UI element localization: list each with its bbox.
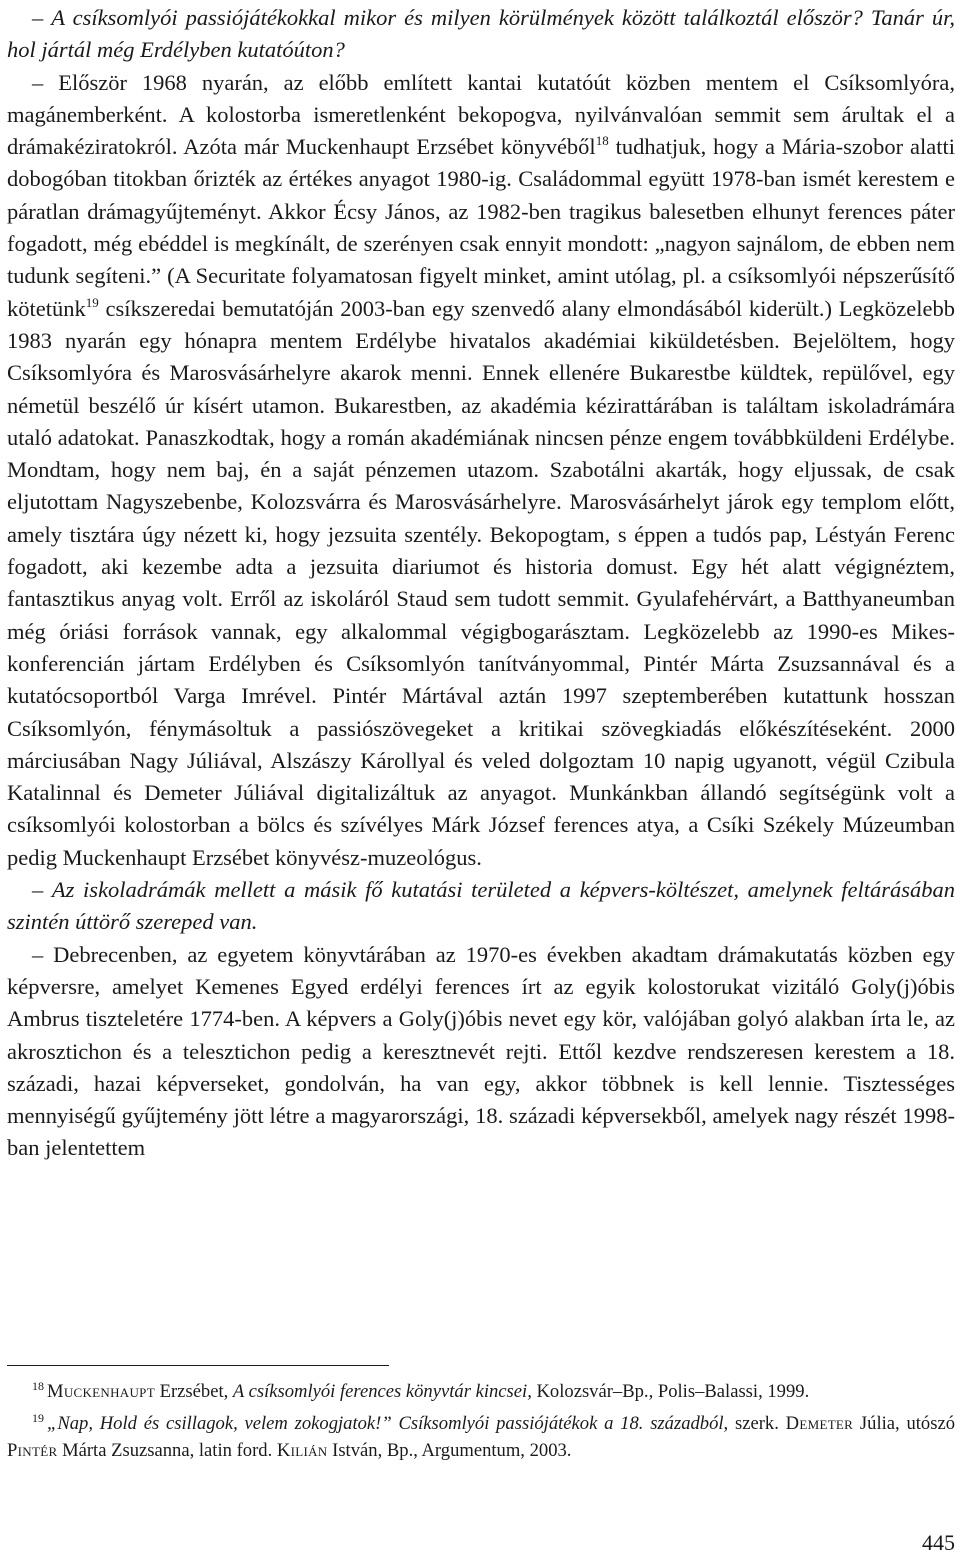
footnote-title: „Nap, Hold és csillagok, velem zokogjatok!” Csíksomlyói passiójátékok a 18. századból, — [47, 1412, 729, 1434]
footnotes — [7, 1378, 955, 1469]
answer-text-1b: tudhatjuk, hogy a Mária-szobor alatti dobogóban titokban őrizték az értékes anyagot 1980-ig. Családommal együtt 1978-ban ismét kerestem e páratlan drámagyűjteményt. Akkor Écsy János, az 1982-ben tragikus balesetben elhunyt ferences páter fogadott, még ebéddel is megkínált, de szerényen csak ennyit mondott: „nagyon sajnálom, de ebben nem tudunk segíteni.” (A Securitate folyamatosan figyelt minket, amint utólag, pl. a csíksomlyói népszerűsítő kötetünk — [7, 134, 955, 321]
footnote-ref-18[interactable]: 18 — [595, 133, 609, 149]
footnote-19 — [7, 1410, 955, 1465]
footnote-text: István, Bp., Argumentum, 2003. — [327, 1440, 572, 1461]
dash: – — [32, 877, 52, 903]
dash: – — [32, 5, 52, 30]
question-text-1: A csíksomlyói passiójátékokkal mikor és milyen körülmények között találkoztál először? Tanár úr, hol jártál még Erdélyben kutatóúton? — [7, 5, 956, 63]
footnote-editor: Demeter — [785, 1412, 854, 1434]
footnote-ref-19[interactable]: 19 — [85, 294, 99, 310]
footnote-text: Júlia, utószó — [853, 1412, 955, 1434]
footnote-separator — [7, 1365, 389, 1366]
answer-paragraph-2 — [7, 939, 955, 1165]
footnote-18 — [7, 1378, 955, 1406]
answer-text-1a: – Először 1968 nyarán, az előbb említett kantai kutatóút közben mentem el Csíksomlyóra, magánemberként. A kolostorba ismeretlenként bekopogva, nyilvánvalóan semmit sem árultak el a drámakéziratokról. Azóta már Muckenhaupt Erzsébet könyvéből — [7, 69, 955, 160]
footnote-author: Muckenhaupt — [47, 1381, 155, 1402]
footnote-text: szerk. — [728, 1412, 786, 1434]
answer-text-1c: csíkszeredai bemutatóján 2003-ban egy szenvedő alany elmondásából kiderült.) Legközelebb 1983 nyarán egy hónapra mentem Erdélybe hivatalos akadémiai kiküldetésben. Bejelöltem, hogy Csíksomlyóra és Marosvásárhelyre akarok menni. Ennek ellenére Bukarestbe küldtek, repülővel, egy németül beszélő úr kísért utamon. Bukarestben, az akadémia kézirattárában is találtam iskoladrámára utaló adatokat. Panaszkodtak, hogy a román akadémiának nincsen pénze engem továbbküldeni Erdélybe. Mondtam, hogy nem baj, én a saját pénzemen utazom. Szabotálni akarták, hogy eljussak, de csak eljutottam Nagyszebenbe, Kolozsvárra és Marosvásárhelyre. Marosvásárhelyt járok egy templom előtt, amely tisztára úgy nézett ki, hogy jezsuita szentély. Bekopogtam, s éppen a tudós pap, Léstyán Ferenc fogadott, aki kezembe adta a jezsuita diariumot és historia domust. Egy hét alatt végignéztem, fantasztikus anyag volt. Erről az iskoláról Staud sem tudott semmit. Gyulafehérvárt, a Batthyaneumban még óriási források vannak, egy alkalommal végigbogarásztam. Legközelebb az 1990-es Mikes-konferencián jártam Erdélyben és Csíksomlyón tanítványommal, Pintér Márta Zsuzsannával és a kutatócsoportból Varga Imrével. Pintér Mártával aztán 1997 szeptemberében kutattunk hosszan Csíksomlyón, fénymásoltuk a passiószövegeket a kritikai szövegkiadás előkészítéseként. 2000 márciusában Nagy Júliával, Alszászy Károllyal és veled dolgoztam 10 napig ugyanott, végül Czibula Katalinnal és Demeter Júliával digitalizáltuk az anyagot. Munkánkban állandó segítségünk volt a csíksomlyói kolostorban a bölcs és szívélyes Márk József ferences atya, a Csíki Székely Múzeumban pedig Muckenhaupt Erzsébet könyvész-muzeológus. — [7, 295, 955, 870]
footnote-number: 19 — [32, 1410, 44, 1425]
question-paragraph-2 — [7, 874, 955, 939]
answer-text-2: – Debrecenben, az egyetem könyvtárában az 1970-es években akadtam drámakutatás közben egy képversre, amelyet Kemenes Egyed erdélyi ferences írt az egyik kolostorukat vizitáló Goly(j)óbis Ambrus tiszteletére 1774-ben. A képvers a Goly(j)óbis nevet egy kör, valójában golyó alakban írta le, az akrosztichon és a telesztichon pedig a keresztnevét rejti. Ettől kezdve rendszeresen kerestem a 18. századi, hazai képverseket, gondolván, ha van egy, akkor többnek is kell lennie. Tisztességes mennyiségű gyűjtemény jött létre a magyarországi, 18. századi képversekből, amelyek nagy részét 1998-ban jelentettem — [7, 941, 955, 1161]
page-number: 445 — [922, 1530, 955, 1555]
footnote-text: Erzsébet, — [154, 1381, 233, 1402]
document-page — [7, 0, 956, 1461]
question-paragraph-1 — [7, 2, 955, 67]
footnote-text: Márta Zsuzsanna, latin ford. — [57, 1440, 277, 1461]
footnote-translator: Kilián — [276, 1440, 328, 1461]
footnote-title: A csíksomlyói ferences könyvtár kincsei, — [232, 1381, 532, 1402]
footnote-text: Kolozsvár–Bp., Polis–Balassi, 1999. — [531, 1381, 810, 1402]
body-text — [7, 0, 955, 1165]
question-text-2: Az iskoladrámák mellett a másik fő kutatási területed a képvers-költészet, amelynek feltárásában szintén úttörő szereped van. — [7, 877, 955, 935]
footnote-afterword-author: Pintér — [7, 1440, 58, 1461]
answer-paragraph-1 — [7, 67, 955, 874]
footnote-number: 18 — [32, 1379, 44, 1393]
